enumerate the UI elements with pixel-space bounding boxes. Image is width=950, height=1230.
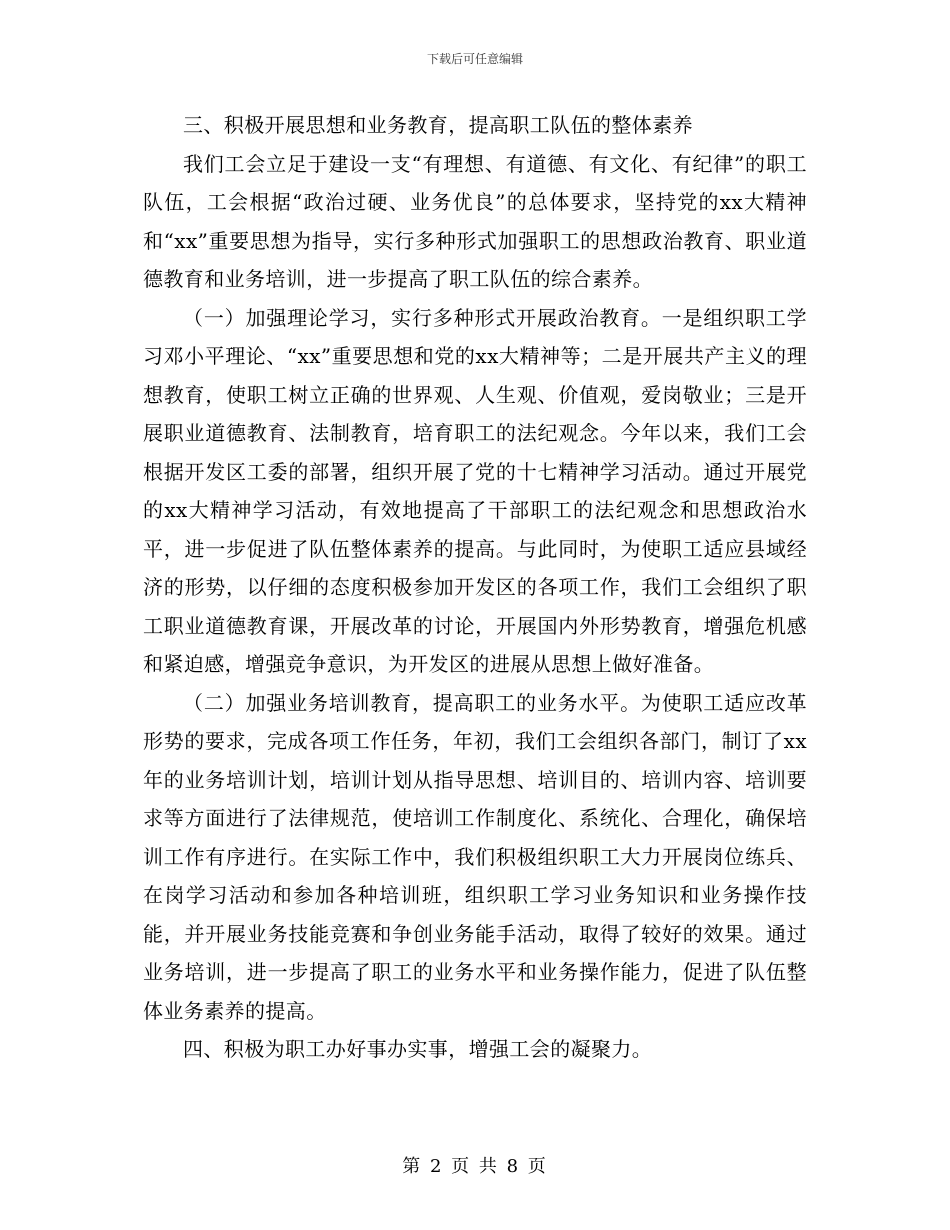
page-header-note: 下载后可任意编辑 [426, 52, 523, 66]
paragraph-intro: 我们工会立足于建设一支“有理想、有道德、有文化、有纪律”的职工队伍，工会根据“政治过硬、业务优良”的总体要求，坚持党的xx大精神和“xx”重要思想为指导，实行多种形式加强职工的思想政治教育、职业道德教育和业务培训，进一步提高了职工队伍的综合素养。 [143, 151, 807, 291]
section-heading-4: 四、积极为职工办好事办实事，增强工会的凝聚力。 [183, 1037, 653, 1061]
section-heading-3: 三、积极开展思想和业务教育，提高职工队伍的整体素养 [183, 113, 693, 137]
paragraph-theory-study: （一）加强理论学习，实行多种形式开展政治教育。一是组织职工学习邓小平理论、“xx”重要思想和党的xx大精神等；二是开展共产主义的理想教育，使职工树立正确的世界观、人生观、价值观，爱岗敬业；三是开展职业道德教育、法制教育，培育职工的法纪观念。今年以来，我们工会根据开发区工委的部署，组织开展了党的十七精神学习活动。通过开展党的xx大精神学习活动，有效地提高了干部职工的法纪观念和思想政治水平，进一步促进了队伍整体素养的提高。与此同时，为使职工适应县域经济的形势，以仔细的态度积极参加开发区的各项工作，我们工会组织了职工职业道德教育课，开展改革的讨论，开展国内外形势教育，增强危机感和紧迫感，增强竞争意识，为开发区的进展从思想上做好准备。 [143, 305, 807, 676]
paragraph-business-training: （二）加强业务培训教育，提高职工的业务水平。为使职工适应改革形势的要求，完成各项工作任务，年初，我们工会组织各部门，制订了xx年的业务培训计划，培训计划从指导思想、培训目的、培训内容、培训要求等方面进行了法律规范，使培训工作制度化、系统化、合理化，确保培训工作有序进行。在实际工作中，我们积极组织职工大力开展岗位练兵、在岗学习活动和参加各种培训班，组织职工学习业务知识和业务操作技能，并开展业务技能竞赛和争创业务能手活动，取得了较好的效果。通过业务培训，进一步提高了职工的业务水平和业务操作能力，促进了队伍整体业务素养的提高。 [143, 690, 807, 1023]
document-body [143, 106, 807, 1069]
page-number-footer: 第 2 页 共 8 页 [402, 1156, 548, 1177]
